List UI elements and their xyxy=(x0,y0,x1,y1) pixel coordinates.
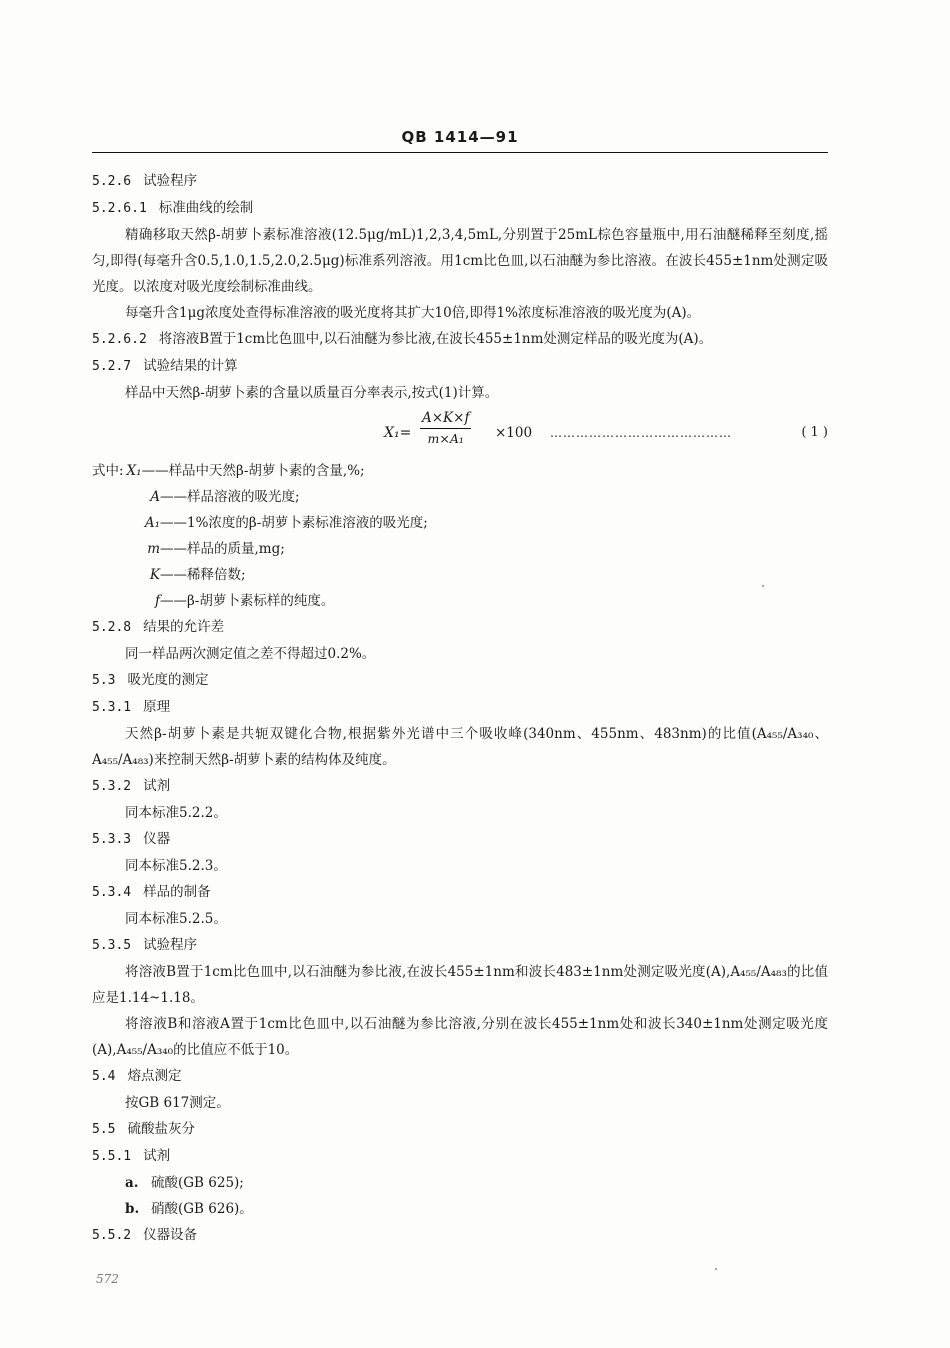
section-number: 5.2.7 xyxy=(92,359,132,374)
section-title: 原理 xyxy=(143,699,171,715)
paragraph: 同本标准5.2.2。 xyxy=(125,805,227,821)
section-5-2-8 xyxy=(92,614,828,641)
where-desc: ——稀释倍数; xyxy=(160,567,246,583)
section-number: 5.4 xyxy=(92,1069,116,1084)
list-text: 硫酸(GB 625); xyxy=(151,1175,244,1191)
where-item xyxy=(92,588,828,614)
section-number: 5.3.3 xyxy=(92,832,132,847)
where-block xyxy=(92,458,828,484)
where-symbol: K xyxy=(149,567,160,583)
section-title: 试验结果的计算 xyxy=(143,358,238,374)
where-item xyxy=(92,536,828,562)
paragraph: 同一样品两次测定值之差不得超过0.2%。 xyxy=(125,646,376,662)
where-desc: ——β-胡萝卜素标样的纯度。 xyxy=(160,593,335,609)
section-5-2-6 xyxy=(92,168,828,195)
section-5-3-2 xyxy=(92,773,828,800)
section-title: 试验程序 xyxy=(143,937,198,953)
section-5-5 xyxy=(92,1116,828,1143)
section-title: 试剂 xyxy=(143,1148,171,1164)
section-number: 5.5 xyxy=(92,1122,116,1137)
section-number: 5.2.6.1 xyxy=(92,201,147,216)
section-title: 试剂 xyxy=(143,778,171,794)
where-symbol: m xyxy=(147,541,160,557)
section-number: 5.2.6 xyxy=(92,174,132,189)
section-5-4 xyxy=(92,1063,828,1090)
where-desc: ——1%浓度的β-胡萝卜素标准溶液的吸光度; xyxy=(160,515,428,531)
section-number: 5.5.1 xyxy=(92,1149,132,1164)
paragraph: 将溶液B和溶液A置于1cm比色皿中,以石油醚为参比溶液,分别在波长455±1nm处和波长340±1nm处测定吸光度(A),A₄₅₅/A₃₄₀的比值应不低于10。 xyxy=(92,1016,828,1058)
paragraph: 将溶液B置于1cm比色皿中,以石油醚为参比液,在波长455±1nm处测定样品的吸光度为(A)。 xyxy=(158,331,713,347)
section-title: 仪器 xyxy=(143,831,171,847)
formula-leader-dots: …………………………………… xyxy=(550,426,732,440)
section-number: 5.2.6.2 xyxy=(92,332,147,347)
where-symbol: A₁ xyxy=(144,515,160,531)
paragraph: 同本标准5.2.3。 xyxy=(125,858,227,874)
section-5-5-2 xyxy=(92,1222,828,1249)
list-item xyxy=(92,1196,828,1222)
section-title: 吸光度的测定 xyxy=(127,672,209,688)
section-5-3-3 xyxy=(92,826,828,853)
list-text: 硝酸(GB 626)。 xyxy=(151,1201,253,1217)
paragraph: 天然β-胡萝卜素是共轭双键化合物,根据紫外光谱中三个吸收峰(340nm、455nm、483nm)的比值(A₄₅₅/A₃₄₀、A₄₅₅/A₄₈₃)来控制天然β-胡萝卜素的结构体及纯度。 xyxy=(92,726,828,768)
paragraph: 将溶液B置于1cm比色皿中,以石油醚为参比液,在波长455±1nm和波长483±1nm处测定吸光度(A),A₄₅₅/A₄₈₃的比值应是1.14~1.18。 xyxy=(92,964,828,1006)
section-title: 样品的制备 xyxy=(143,884,211,900)
section-5-3-4 xyxy=(92,879,828,906)
section-5-3 xyxy=(92,667,828,694)
header-rule xyxy=(92,152,828,153)
section-number: 5.5.2 xyxy=(92,1228,132,1243)
section-number: 5.3.5 xyxy=(92,938,132,953)
where-item xyxy=(92,562,828,588)
list-marker: a. xyxy=(125,1175,139,1191)
where-desc: ——样品的质量,mg; xyxy=(160,541,285,557)
where-item xyxy=(92,484,828,510)
section-5-2-6-1 xyxy=(92,195,828,222)
paragraph: 精确移取天然β-胡萝卜素标准溶液(12.5μg/mL)1,2,3,4,5mL,分别置于25mL棕色容量瓶中,用石油醚稀释至刻度,摇匀,即得(每毫升含0.5,1.0,1.5,2.0,2.5μg)标准系列溶液。用1cm比色皿,以石油醚为参比溶液。在波长455±1nm处测定吸光度。以浓度对吸光度绘制标准曲线。 xyxy=(92,227,828,295)
formula-1 xyxy=(92,408,828,454)
section-5-2-7 xyxy=(92,353,828,380)
scan-speck xyxy=(762,585,764,587)
section-title: 标准曲线的绘制 xyxy=(158,200,254,216)
section-5-2-6-2 xyxy=(92,326,828,353)
section-title: 硫酸盐灰分 xyxy=(127,1121,195,1137)
paragraph: 同本标准5.2.5。 xyxy=(125,911,227,927)
formula-fraction xyxy=(420,408,471,449)
formula-lhs: X₁= xyxy=(384,425,412,441)
section-number: 5.3 xyxy=(92,673,116,688)
formula-denominator: m×A₁ xyxy=(427,431,464,446)
list-item xyxy=(92,1170,828,1196)
section-number: 5.3.4 xyxy=(92,885,132,900)
scan-speck xyxy=(715,1268,717,1270)
section-number: 5.3.1 xyxy=(92,700,132,715)
where-symbol: f xyxy=(155,593,160,609)
page-number: 572 xyxy=(96,1272,119,1286)
section-title: 试验程序 xyxy=(143,173,198,189)
formula-number: ( 1 ) xyxy=(801,425,828,440)
section-5-3-5 xyxy=(92,932,828,959)
page-header-title: QB 1414—91 xyxy=(401,128,519,146)
list-marker: b. xyxy=(125,1201,140,1217)
section-5-5-1 xyxy=(92,1143,828,1170)
section-number: 5.2.8 xyxy=(92,620,132,635)
paragraph: 样品中天然β-胡萝卜素的含量以质量百分率表示,按式(1)计算。 xyxy=(125,385,499,401)
section-title: 熔点测定 xyxy=(127,1068,182,1084)
where-symbol: A xyxy=(150,489,160,505)
paragraph: 按GB 617测定。 xyxy=(125,1095,230,1111)
formula-numerator: A×K×f xyxy=(420,408,471,429)
where-symbol: X₁ xyxy=(126,463,142,479)
section-5-3-1 xyxy=(92,694,828,721)
where-item xyxy=(92,510,828,536)
section-title: 结果的允许差 xyxy=(143,619,225,635)
formula-multiplier: ×100 xyxy=(495,425,533,441)
where-desc: ——样品溶液的吸光度; xyxy=(160,489,300,505)
where-intro: 式中: xyxy=(92,463,124,479)
section-number: 5.3.2 xyxy=(92,779,132,794)
document-body xyxy=(92,168,828,1249)
section-title: 仪器设备 xyxy=(143,1227,198,1243)
where-desc: ——样品中天然β-胡萝卜素的含量,%; xyxy=(141,463,365,479)
paragraph: 每毫升含1μg浓度处查得标准溶液的吸光度将其扩大10倍,即得1%浓度标准溶液的吸光度为(A)。 xyxy=(125,305,701,321)
